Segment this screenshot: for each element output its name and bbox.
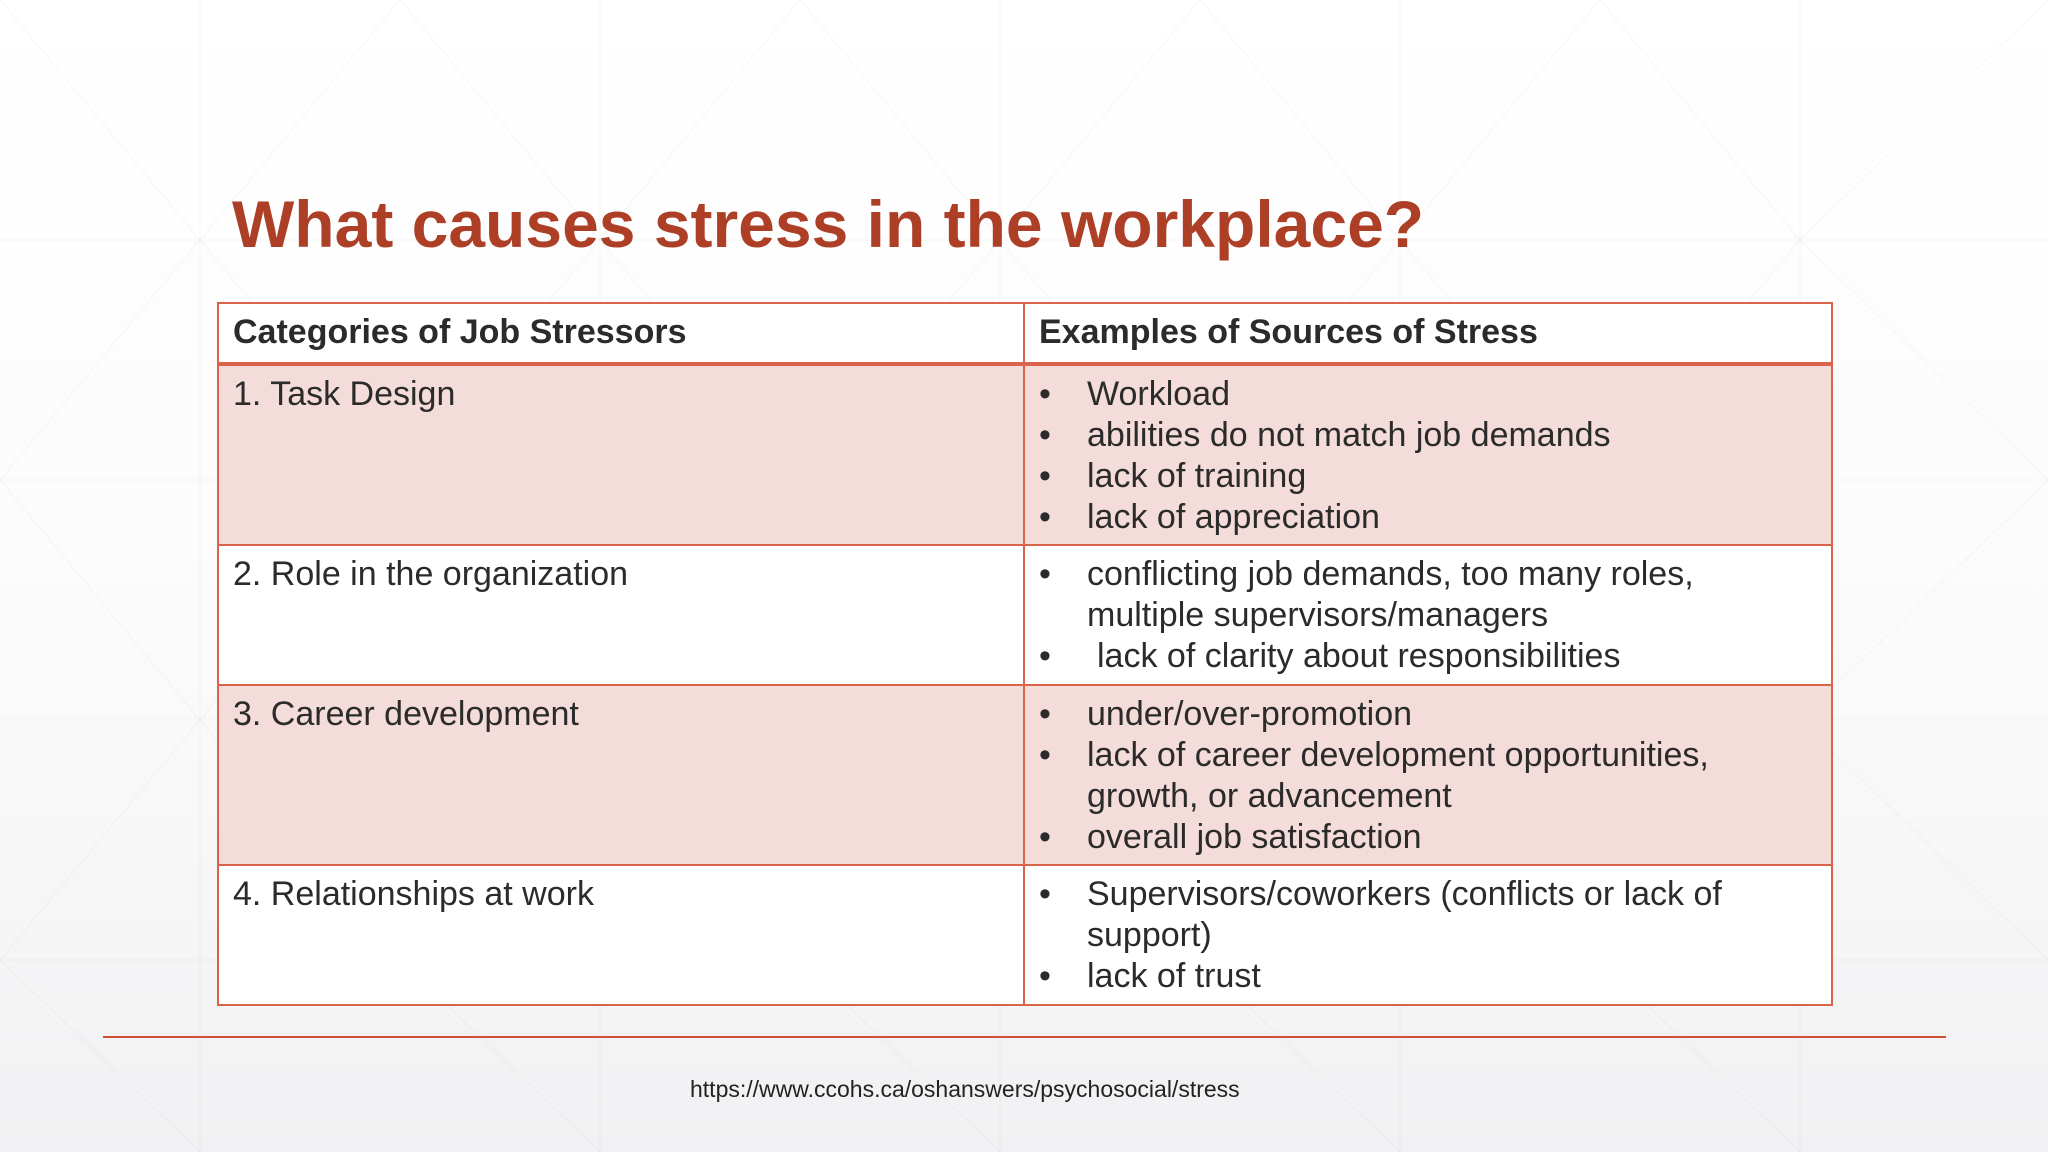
example-item: • under/over-promotion (1039, 694, 1817, 735)
example-item: • Workload (1039, 374, 1817, 415)
example-item: • lack of training (1039, 456, 1817, 497)
table-row (218, 545, 1832, 685)
column-header-examples: Examples of Sources of Stress (1024, 303, 1832, 364)
category-cell: 1. Task Design (218, 364, 1024, 545)
example-item: • abilities do not match job demands (1039, 415, 1817, 456)
examples-list (1039, 694, 1817, 858)
example-item: • lack of clarity about responsibilities (1039, 636, 1817, 677)
example-item: • overall job satisfaction (1039, 817, 1817, 858)
footer-divider (103, 1036, 1946, 1038)
slide-title: What causes stress in the workplace? (232, 187, 1425, 261)
source-link[interactable]: https://www.ccohs.ca/oshanswers/psychosocial/stress (690, 1076, 1240, 1102)
examples-list (1039, 374, 1817, 538)
table-row (218, 364, 1832, 545)
examples-cell (1024, 865, 1832, 1005)
examples-cell (1024, 685, 1832, 865)
job-stressors-table (217, 302, 1833, 1006)
category-cell: 2. Role in the organization (218, 545, 1024, 685)
table-header-row (218, 303, 1832, 364)
table-row (218, 685, 1832, 865)
examples-cell (1024, 545, 1832, 685)
example-item: • lack of appreciation (1039, 497, 1817, 538)
category-cell: 4. Relationships at work (218, 865, 1024, 1005)
examples-list (1039, 554, 1817, 677)
table-row (218, 865, 1832, 1005)
examples-cell (1024, 364, 1832, 545)
example-item: • lack of trust (1039, 956, 1817, 997)
category-cell: 3. Career development (218, 685, 1024, 865)
column-header-categories: Categories of Job Stressors (218, 303, 1024, 364)
example-item: • conflicting job demands, too many roles, multiple supervisors/managers (1039, 554, 1817, 636)
example-item: • lack of career development opportunities, growth, or advancement (1039, 735, 1817, 817)
examples-list (1039, 874, 1817, 997)
example-item: • Supervisors/coworkers (conflicts or lack of support) (1039, 874, 1817, 956)
